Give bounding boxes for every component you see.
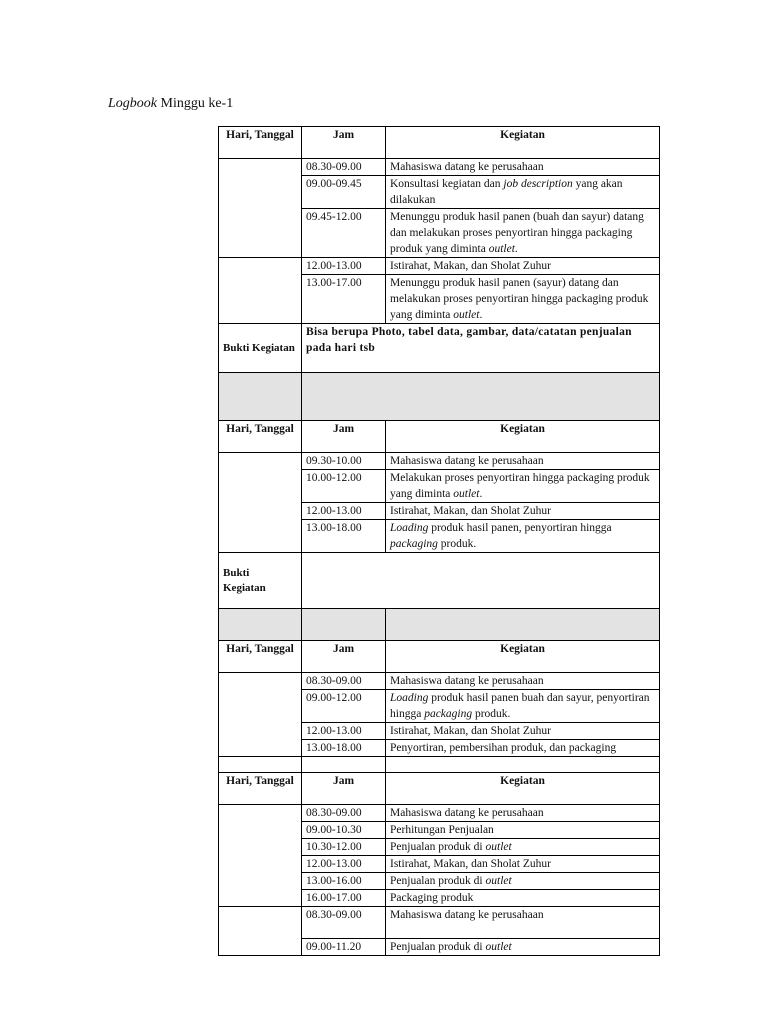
text-segment: Mahasiswa datang ke perusahaan <box>390 675 544 687</box>
text-segment: Perhitungan Penjualan <box>390 824 494 836</box>
jam-cell: 08.30-09.00 <box>302 159 386 176</box>
header-row <box>219 773 660 805</box>
italic-term: outlet <box>485 941 512 953</box>
table-row <box>219 159 660 176</box>
text-segment: Mahasiswa datang ke perusahaan <box>390 909 544 921</box>
jam-cell: 10.30-12.00 <box>302 839 386 856</box>
text-segment: . <box>514 243 518 255</box>
kegiatan-cell <box>386 856 660 873</box>
kegiatan-cell <box>386 873 660 890</box>
page-title-rest: Minggu ke-1 <box>157 96 234 111</box>
kegiatan-cell <box>386 176 660 209</box>
separator-row <box>219 609 660 641</box>
italic-term: packaging <box>390 538 438 550</box>
jam-cell: 12.00-13.00 <box>302 258 386 275</box>
text-segment: produk hasil panen, penyortiran hingga <box>428 522 612 534</box>
header-row <box>219 641 660 673</box>
page-title-italic: Logbook <box>108 96 157 111</box>
jam-cell: 12.00-13.00 <box>302 723 386 740</box>
text-segment: Menunggu produk hasil panen (sayur) datang dan melakukan proses penyortiran hingga packaging produk yang diminta <box>390 277 649 321</box>
date-cell <box>219 907 302 956</box>
text-segment: Packaging produk <box>390 892 474 904</box>
kegiatan-cell <box>386 805 660 822</box>
italic-term: Loading <box>390 522 429 534</box>
text-segment: Istirahat, Makan, dan Sholat Zuhur <box>390 858 551 870</box>
bukti-row <box>219 324 660 373</box>
jam-cell: 13.00-18.00 <box>302 740 386 757</box>
header-hari-tanggal: Hari, Tanggal <box>219 127 302 159</box>
kegiatan-cell <box>386 275 660 324</box>
text-segment: Penjualan produk di <box>390 841 486 853</box>
table-row <box>219 805 660 822</box>
jam-cell: 09.00-10.30 <box>302 822 386 839</box>
jam-cell: 08.30-09.00 <box>302 805 386 822</box>
jam-cell: 13.00-18.00 <box>302 520 386 553</box>
text-segment: . <box>479 488 483 500</box>
separator-cell <box>219 609 302 641</box>
kegiatan-cell <box>386 258 660 275</box>
jam-cell: 08.30-09.00 <box>302 907 386 939</box>
page-title <box>108 96 233 112</box>
date-cell <box>219 805 302 907</box>
text-segment: Mahasiswa datang ke perusahaan <box>390 161 544 173</box>
italic-term: outlet <box>488 243 515 255</box>
header-jam: Jam <box>302 773 386 805</box>
date-cell <box>219 453 302 553</box>
kegiatan-cell <box>386 822 660 839</box>
separator-row <box>219 373 660 421</box>
bukti-label-line2: Kegiatan <box>223 581 266 594</box>
jam-cell: 09.45-12.00 <box>302 209 386 258</box>
header-kegiatan: Kegiatan <box>386 773 660 805</box>
text-segment: Istirahat, Makan, dan Sholat Zuhur <box>390 725 551 737</box>
jam-cell: 09.00-11.20 <box>302 939 386 956</box>
jam-cell: 10.00-12.00 <box>302 470 386 503</box>
header-row <box>219 421 660 453</box>
jam-cell: 09.00-09.45 <box>302 176 386 209</box>
bukti-kegiatan-description: Bisa berupa Photo, tabel data, gambar, data/catatan penjualan pada hari tsb <box>302 324 660 373</box>
table-row <box>219 673 660 690</box>
separator-cell <box>302 609 386 641</box>
jam-cell: 08.30-09.00 <box>302 673 386 690</box>
header-kegiatan: Kegiatan <box>386 641 660 673</box>
kegiatan-cell <box>386 723 660 740</box>
kegiatan-cell <box>386 673 660 690</box>
text-segment: Penjualan produk di <box>390 941 486 953</box>
text-segment: produk. <box>437 538 477 550</box>
text-segment: yang akan dilakukan <box>390 178 623 206</box>
kegiatan-cell <box>386 520 660 553</box>
kegiatan-cell <box>386 839 660 856</box>
kegiatan-cell <box>386 209 660 258</box>
kegiatan-cell <box>386 453 660 470</box>
header-kegiatan: Kegiatan <box>386 127 660 159</box>
italic-term: job description <box>503 178 573 190</box>
bukti-content-cell <box>302 553 660 609</box>
kegiatan-cell <box>386 939 660 956</box>
bukti-label-line1: Bukti <box>223 566 250 579</box>
text-segment: Melakukan proses penyortiran hingga packaging produk yang diminta <box>390 472 650 500</box>
header-jam: Jam <box>302 127 386 159</box>
table-row <box>219 453 660 470</box>
italic-term: outlet <box>453 488 480 500</box>
spacer-cell <box>386 757 660 773</box>
text-segment: produk hasil panen buah dan sayur, penyortiran hingga <box>390 692 650 720</box>
header-hari-tanggal: Hari, Tanggal <box>219 421 302 453</box>
table-row <box>219 258 660 275</box>
jam-cell: 09.30-10.00 <box>302 453 386 470</box>
kegiatan-cell <box>386 890 660 907</box>
kegiatan-cell <box>386 159 660 176</box>
header-hari-tanggal: Hari, Tanggal <box>219 773 302 805</box>
header-jam: Jam <box>302 641 386 673</box>
italic-term: Loading <box>390 692 429 704</box>
separator-cell <box>219 373 302 421</box>
kegiatan-cell <box>386 690 660 723</box>
italic-term: outlet <box>453 309 480 321</box>
text-segment: Penyortiran, pembersihan produk, dan packaging <box>390 742 617 754</box>
logbook-table <box>218 126 660 956</box>
jam-cell: 16.00-17.00 <box>302 890 386 907</box>
date-cell <box>219 159 302 258</box>
date-cell <box>219 258 302 324</box>
italic-term: outlet <box>485 875 512 887</box>
italic-term: packaging <box>424 708 473 720</box>
separator-cell <box>302 373 660 421</box>
bukti-row <box>219 553 660 609</box>
text-segment: . <box>479 309 483 321</box>
spacer-cell <box>219 757 302 773</box>
text-segment: Istirahat, Makan, dan Sholat Zuhur <box>390 505 551 517</box>
kegiatan-cell <box>386 740 660 757</box>
header-row <box>219 127 660 159</box>
text-segment: Mahasiswa datang ke perusahaan <box>390 455 544 467</box>
jam-cell: 12.00-13.00 <box>302 503 386 520</box>
jam-cell: 13.00-17.00 <box>302 275 386 324</box>
header-kegiatan: Kegiatan <box>386 421 660 453</box>
header-hari-tanggal: Hari, Tanggal <box>219 641 302 673</box>
bukti-kegiatan-label: Bukti Kegiatan <box>219 324 302 373</box>
kegiatan-cell <box>386 503 660 520</box>
spacer-cell <box>302 757 386 773</box>
kegiatan-cell <box>386 470 660 503</box>
jam-cell: 13.00-16.00 <box>302 873 386 890</box>
text-segment: Istirahat, Makan, dan Sholat Zuhur <box>390 260 551 272</box>
table-row <box>219 907 660 939</box>
separator-cell <box>386 609 660 641</box>
header-jam: Jam <box>302 421 386 453</box>
text-segment: Konsultasi kegiatan dan <box>390 178 504 190</box>
text-segment: Mahasiswa datang ke perusahaan <box>390 807 544 819</box>
jam-cell: 12.00-13.00 <box>302 856 386 873</box>
bukti-kegiatan-label <box>219 553 302 609</box>
text-segment: Penjualan produk di <box>390 875 486 887</box>
italic-term: outlet <box>485 841 512 853</box>
date-cell <box>219 673 302 757</box>
text-segment: Menunggu produk hasil panen (buah dan sayur) datang dan melakukan proses penyortiran hingga packaging produk yang diminta <box>390 211 644 255</box>
kegiatan-cell <box>386 907 660 939</box>
spacer-row <box>219 757 660 773</box>
text-segment: produk. <box>472 708 511 720</box>
jam-cell: 09.00-12.00 <box>302 690 386 723</box>
